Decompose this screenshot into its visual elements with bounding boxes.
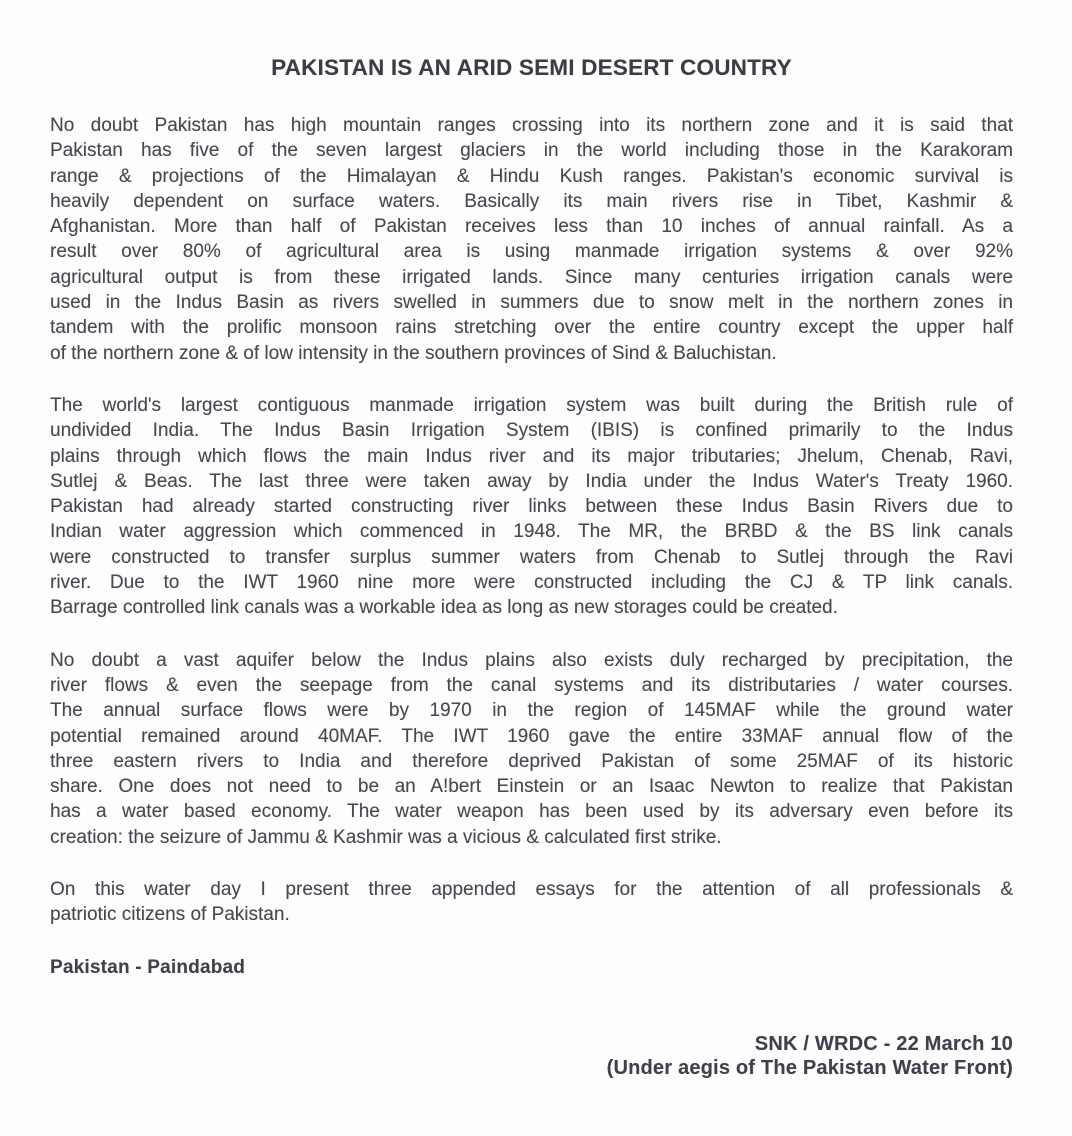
text-line: were constructed to transfer surplus summer waters from Chenab to Sutlej through the Ravi [50,546,1013,568]
text-line: Sutlej & Beas. The last three were taken away by India under the Indus Water's Treaty 1960. [50,470,1013,492]
signature-line-1: SNK / WRDC - 22 March 10 [754,1032,1013,1055]
text-line: result over 80% of agricultural area is using manmade irrigation systems & over 92% [50,241,1013,263]
text-line: three eastern rivers to India and therefore deprived Pakistan of some 25MAF of its historic [50,750,1013,772]
text-line: Indian water aggression which commenced in 1948. The MR, the BRBD & the BS link canals [50,521,1013,543]
paragraph [50,648,1013,850]
text-line: Afghanistan. More than half of Pakistan receives less than 10 inches of annual rainfall. As a [50,216,1013,238]
text-line: patriotic citizens of Pakistan. [50,904,290,926]
text-line: river flows & even the seepage from the canal systems and its distributaries / water courses. [50,674,1013,696]
text-line: has a water based economy. The water weapon has been used by its adversary even before its [50,801,1013,823]
text-line: creation: the seizure of Jammu & Kashmir was a vicious & calculated first strike. [50,826,722,848]
text-line: used in the Indus Basin as rivers swelled in summers due to snow melt in the northern zones in [50,292,1013,314]
text-line: plains through which flows the main Indus river and its major tributaries; Jhelum, Chenab, Ravi, [50,445,1013,467]
text-line: tandem with the prolific monsoon rains stretching over the entire country except the upper half [50,317,1013,339]
signature-line-2: (Under aegis of The Pakistan Water Front) [606,1057,1013,1080]
text-line: Pakistan has five of the seven largest glaciers in the world including those in the Karakoram [50,140,1013,162]
text-line: The annual surface flows were by 1970 in the region of 145MAF while the ground water [50,700,1013,722]
text-line: of the northern zone & of low intensity in the southern provinces of Sind & Baluchistan. [50,342,777,364]
closing-line: Pakistan - Paindabad [50,956,246,978]
text-line: Pakistan had already started constructing river links between these Indus Basin Rivers due to [50,496,1013,518]
text-line: potential remained around 40MAF. The IWT 1960 gave the entire 33MAF annual flow of the [50,725,1013,747]
document-body [50,113,1013,928]
text-line: share. One does not need to be an A!bert Einstein or an Isaac Newton to realize that Pakistan [50,776,1013,798]
text-line: The world's largest contiguous manmade irrigation system was built during the British rule of [50,394,1013,416]
paragraph [50,393,1013,621]
text-line: heavily dependent on surface waters. Basically its main rivers rise in Tibet, Kashmir & [50,190,1013,212]
text-line: Barrage controlled link canals was a workable idea as long as new storages could be created. [50,597,838,619]
paragraph [50,113,1013,366]
text-line: No doubt a vast aquifer below the Indus plains also exists duly recharged by precipitation, the [50,649,1013,671]
document-title: PAKISTAN IS AN ARID SEMI DESERT COUNTRY [271,55,792,80]
text-line: agricultural output is from these irrigated lands. Since many centuries irrigation canals were [50,266,1013,288]
paragraph [50,877,1013,928]
text-line: No doubt Pakistan has high mountain ranges crossing into its northern zone and it is said that [50,115,1013,136]
text-line: range & projections of the Himalayan & Hindu Kush ranges. Pakistan's economic survival is [50,165,1013,187]
text-line: undivided India. The Indus Basin Irrigation System (IBIS) is confined primarily to the Indus [50,420,1013,442]
signature-block [50,1032,1013,1081]
text-line: river. Due to the IWT 1960 nine more were constructed including the CJ & TP link canals. [50,572,1013,594]
text-line: On this water day I present three appended essays for the attention of all professionals & [50,879,1013,901]
